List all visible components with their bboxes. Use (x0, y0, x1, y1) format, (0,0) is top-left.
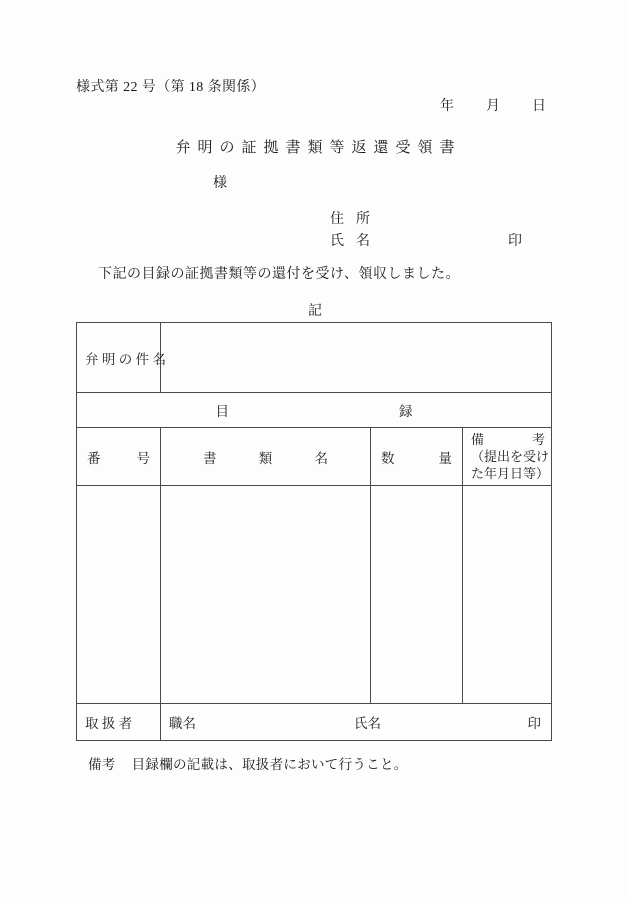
catalog-label-part2: 録 (399, 404, 413, 419)
receipt-table (76, 322, 552, 741)
sender-seal-mark: 印 (508, 234, 522, 249)
sender-name-label: 氏 名 (330, 234, 370, 249)
sender-address-label: 住 所 (330, 212, 370, 227)
footnote-text: 目録欄の記載は、取扱者において行うこと。 (131, 757, 408, 772)
footnote (88, 753, 408, 773)
catalog-label-part1: 目 (215, 404, 229, 419)
case-name-row (77, 323, 552, 393)
form-number: 様式第 22 号（第 18 条関係） (76, 80, 266, 95)
date-day-label: 日 (532, 99, 546, 114)
handler-post-label: 職名 (169, 716, 196, 732)
sender-address-row (330, 208, 555, 230)
handler-label-cell (77, 704, 161, 741)
case-name-label: 弁 明 の 件 名 (85, 351, 166, 367)
date-year-label: 年 (440, 99, 454, 114)
column-header-remarks: 備 考 （提出を受け た年月日等） (463, 428, 552, 486)
cell-remarks[interactable] (463, 486, 552, 704)
column-header-number: 番 号 (77, 428, 161, 486)
handler-seal-mark: 印 (527, 716, 542, 732)
handler-fields-cell (161, 704, 552, 741)
footnote-label: 備考 (88, 757, 116, 772)
catalog-label (77, 400, 551, 420)
ki-mark: 記 (308, 304, 322, 319)
handler-label: 取 扱 者 (85, 716, 133, 732)
document-title: 弁明の証拠書類等返還受領書 (175, 140, 462, 156)
handler-row (77, 704, 552, 741)
catalog-header-cell (77, 393, 552, 428)
handler-name-label: 氏名 (354, 716, 381, 732)
case-name-value-cell[interactable] (161, 323, 552, 393)
date-month-label: 月 (486, 99, 500, 114)
sender-block (330, 208, 555, 252)
column-header-row (77, 428, 552, 486)
cell-quantity[interactable] (371, 486, 463, 704)
cell-number[interactable] (77, 486, 161, 704)
statement-text: 下記の目録の証拠書類等の還付を受け、領収しました。 (98, 267, 460, 282)
case-name-label-cell (77, 323, 166, 393)
column-header-quantity: 数 量 (371, 428, 463, 486)
catalog-header-row (77, 393, 552, 428)
sender-name-row (330, 230, 555, 252)
remarks-sub-line2: た年月日等） (471, 466, 550, 482)
table-row (77, 486, 552, 704)
column-header-document-name: 書 類 名 (161, 428, 371, 486)
date-line (440, 95, 546, 115)
cell-document-name[interactable] (161, 486, 371, 704)
addressee-suffix: 様 (213, 176, 227, 191)
remarks-sub-line1: （提出を受け (471, 449, 550, 465)
